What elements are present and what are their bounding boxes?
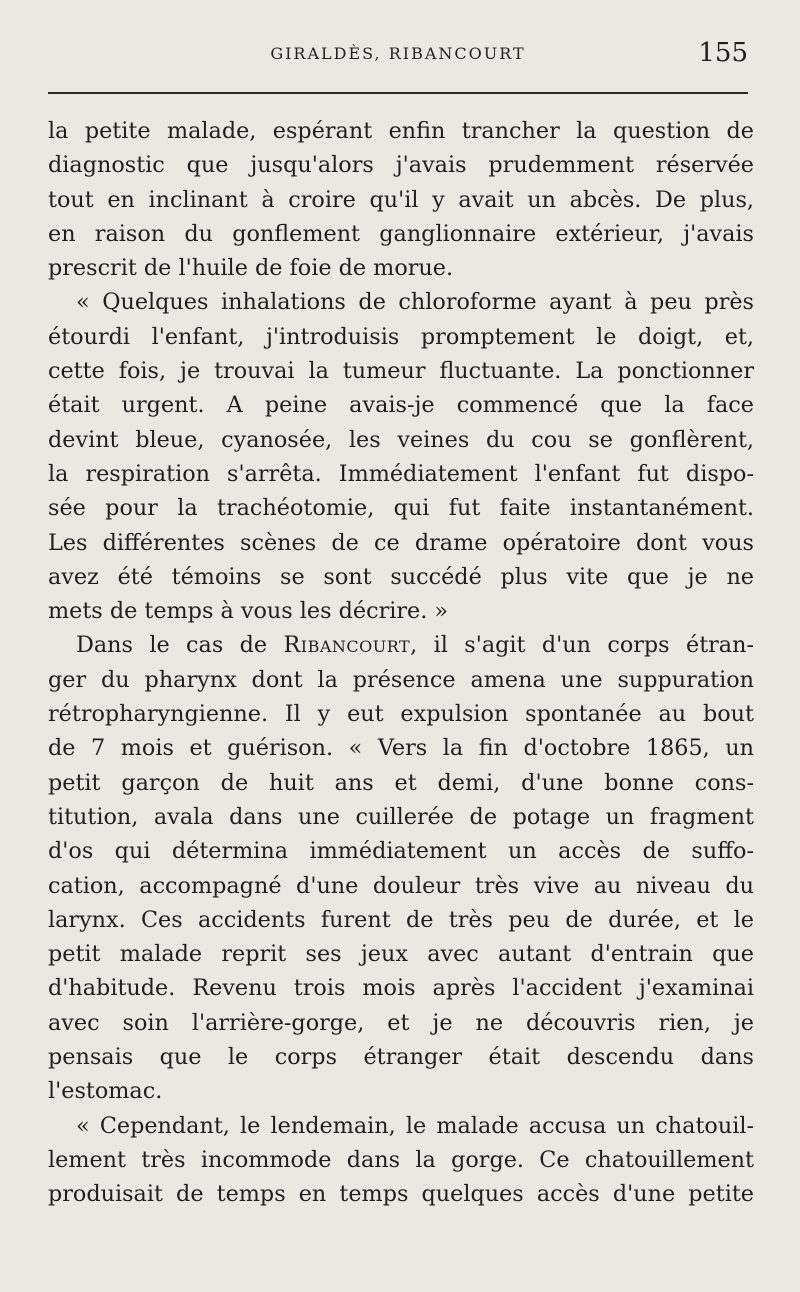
author-name-smallcaps: Ribancourt bbox=[283, 632, 411, 659]
text-fragment: , il s'agit d'un corps étran- bbox=[410, 632, 754, 659]
text-line: devint bleue, cyanosée, les veines du cou se gonflèrent, bbox=[48, 426, 754, 453]
running-title: GIRALDÈS, RIBANCOURT bbox=[270, 44, 526, 63]
text-fragment: Dans le cas de bbox=[76, 632, 284, 659]
header-rule bbox=[48, 92, 748, 94]
text-line: d'habitude. Revenu trois mois après l'accident j'examinai bbox=[48, 975, 754, 1002]
running-head bbox=[48, 38, 748, 78]
text-line: de 7 mois et guérison. « Vers la fin d'octobre 1865, un bbox=[48, 735, 754, 762]
text-line-with-name bbox=[48, 628, 754, 662]
text-line: « Cependant, le lendemain, le malade accusa un chatouil- bbox=[76, 1112, 754, 1139]
text-line: petit garçon de huit ans et demi, d'une bonne cons- bbox=[48, 769, 754, 796]
text-line: sée pour la trachéotomie, qui fut faite instantanément. bbox=[48, 495, 754, 522]
text-line: la petite malade, espérant enfin trancher la question de bbox=[48, 118, 754, 144]
text-line: ger du pharynx dont la présence amena une suppuration bbox=[48, 666, 754, 693]
text-line: cette fois, je trouvai la tumeur fluctuante. La ponctionner bbox=[48, 358, 754, 385]
text-line: « Quelques inhalations de chloroforme ayant à peu près bbox=[76, 289, 754, 316]
body-text bbox=[48, 114, 754, 1212]
text-line: lement très incommode dans la gorge. Ce chatouillement bbox=[48, 1146, 754, 1173]
text-line: cation, accompagné d'une douleur très vive au niveau du bbox=[48, 872, 754, 899]
text-line: tout en inclinant à croire qu'il y avait un abcès. De plus, bbox=[48, 186, 754, 213]
text-line: diagnostic que jusqu'alors j'avais prudemment réservée bbox=[48, 152, 754, 179]
text-line: avec soin l'arrière-gorge, et je ne découvris rien, je bbox=[48, 1009, 754, 1036]
text-line: pensais que le corps étranger était descendu dans bbox=[48, 1044, 754, 1071]
text-line: la respiration s'arrêta. Immédiatement l'enfant fut dispo- bbox=[48, 460, 754, 487]
text-line: rétropharyngienne. Il y eut expulsion spontanée au bout bbox=[48, 701, 754, 728]
text-line: petit malade reprit ses jeux avec autant d'entrain que bbox=[48, 941, 754, 968]
text-line: avez été témoins se sont succédé plus vite que je ne bbox=[48, 563, 754, 590]
text-line: Les différentes scènes de ce drame opératoire dont vous bbox=[48, 529, 754, 556]
text-line: titution, avala dans une cuillerée de potage un fragment bbox=[48, 803, 754, 830]
text-line: en raison du gonflement ganglionnaire extérieur, j'avais bbox=[48, 220, 754, 247]
text-line: prescrit de l'huile de foie de morue. bbox=[48, 255, 454, 282]
text-line: l'estomac. bbox=[48, 1078, 163, 1105]
text-line: étourdi l'enfant, j'introduisis promptement le doigt, et, bbox=[48, 323, 754, 350]
page-number: 155 bbox=[698, 38, 748, 68]
text-line: était urgent. A peine avais-je commencé que la face bbox=[48, 392, 754, 419]
text-line: d'os qui détermina immédiatement un accès de suffo- bbox=[48, 838, 754, 865]
text-line: produisait de temps en temps quelques accès d'une petite bbox=[48, 1181, 754, 1208]
text-line: larynx. Ces accidents furent de très peu de durée, et le bbox=[48, 906, 754, 933]
text-line: mets de temps à vous les décrire. » bbox=[48, 598, 449, 625]
